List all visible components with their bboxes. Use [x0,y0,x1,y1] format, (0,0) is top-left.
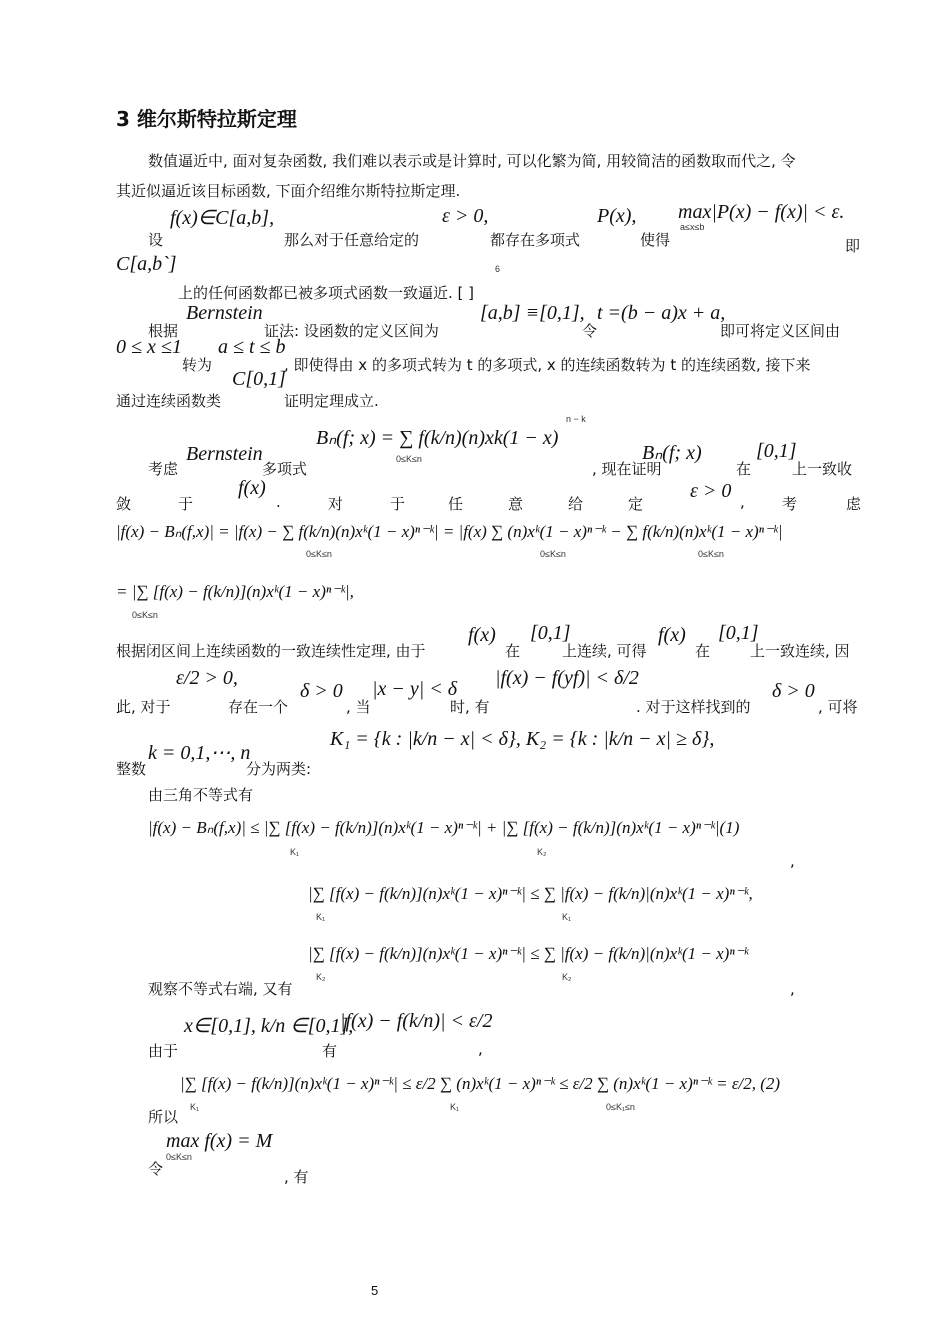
proof-genju: 根据 [148,322,179,340]
Bn-definition: Bₙ(f; x) = ∑ f(k/n)(n)xk(1 − x) [316,427,559,449]
max-fx-M: max f(x) = M [166,1130,273,1152]
spread-char: 定 [628,495,644,513]
so-sub-1: K₁ [190,1102,200,1112]
consider-poly: 多项式 [262,460,308,478]
tri-sub-k2b: K₂ [316,972,326,982]
uc-int-1: [0,1] [530,622,571,644]
K-sets: K₁ = {k : |k/n − x| < δ}, K₂ = {k : |k/n − x| ≥ δ}, [330,728,715,750]
k-range: k = 0,1,⋯, n [148,742,251,764]
uc-ci: 此, 对于 [116,698,171,716]
main-equation-row-2: = |∑ [f(x) − f(k/n)](n)xᵏ(1 − x)ⁿ⁻ᵏ|, [116,582,354,601]
consider-zai: 在 [736,460,752,478]
theorem-eps: ε > 0, [442,205,489,227]
uc-int-2: [0,1] [718,622,759,644]
C01-label: C[0,1] [232,368,286,390]
delta-gt0-2: δ > 0 [772,680,815,702]
triangle-comma-2: , [790,980,795,998]
theorem-max: max|P(x) − f(x)| < ε. [678,201,845,223]
triangle-comma-1: , [790,852,795,870]
since-youyu: 由于 [148,1042,179,1060]
uc-fx-1: f(x) [468,624,496,646]
bernstein-label-2: Bernstein [186,443,263,465]
intro-line-2: 其近似逼近该目标函数, 下面介绍维尔斯特拉斯定理. [116,182,461,200]
intro-line-1: 数值逼近中, 面对复杂函数, 我们难以表示或是计算时, 可以化繁为简, 用较简洁的函数取而代之, 令 [148,152,796,170]
uc-text-3: 上一致连续, 因 [750,642,850,660]
main-equation-row-1: |f(x) − Bₙ(f,x)| = |f(x) − ∑ f(k/n)(n)xᵏ(1 − x)ⁿ⁻ᵏ| = |f(x) ∑ (n)xᵏ(1 − x)ⁿ⁻ᵏ − ∑ f(k/n)(n)xᵏ(1 − x)ⁿ⁻ᵏ| [116,522,783,541]
so-sub-3: 0≤K₁≤n [606,1102,635,1112]
spread-char: 于 [390,495,406,513]
eps-label: ε > 0 [690,480,732,502]
proof-text: 证法: 设函数的定义区间为 [264,322,439,340]
split-zhengshu: 整数 [116,760,147,778]
proof-prove-holds: 证明定理成立. [284,392,379,410]
spread-char: 意 [508,495,524,513]
consider-now-prove: , 现在证明 [592,460,662,478]
so-sub-2: K₁ [450,1102,460,1112]
main-eq-sub-1: 0≤K≤n [306,549,332,559]
fx-label: f(x) [238,477,266,499]
tri-sub-k2: K₂ [537,847,547,857]
interval-01: [0,1] [756,440,797,462]
theorem-then-any: 那么对于任意给定的 [284,231,420,249]
theorem-f-in-C: f(x)∈C[a,b], [170,207,275,229]
max-sub: 0≤K≤n [166,1152,192,1162]
main-eq-sub-3: 0≤K≤n [698,549,724,559]
x-minus-y: |x − y| < δ [372,678,458,700]
proof-ling: 令 [582,322,598,340]
interval-def: [a,b] ≡[0,1], [480,302,585,324]
triangle-eq-1: |f(x) − Bₙ(f,x)| ≤ |∑ [f(x) − f(k/n)](n)xᵏ(1 − x)ⁿ⁻ᵏ| + |∑ [f(x) − f(k/n)](n)xᵏ(1 − x)ⁿ⁻ᵏ|(1) [148,818,740,837]
spread-char: 考 [782,495,798,513]
proof-rest: , 即使得由 x 的多项式转为 t 的多项式, x 的连续函数转为 t 的连续函数, 接下来 [284,356,811,374]
so-equation: |∑ [f(x) − f(k/n)](n)xᵏ(1 − x)ⁿ⁻ᵏ| ≤ ε/2 ∑ (n)xᵏ(1 − x)ⁿ⁻ᵏ ≤ ε/2 ∑ (n)xᵏ(1 − x)ⁿ⁻ᵏ = ε/2, (2) [180,1074,781,1093]
tri-sub-k1b: K₁ [316,912,326,922]
theorem-max-sub: a≤x≤b [680,222,705,232]
since-comma: , [478,1040,483,1058]
x-range: 0 ≤ x ≤1 [116,336,182,358]
theorem-she: 设 [148,231,164,249]
theorem-exists-poly: 都存在多项式 [490,231,581,249]
uc-text-2: 上连续, 可得 [562,642,647,660]
uc-kejiang: , 可将 [818,698,858,716]
uc-fx-2: f(x) [658,624,686,646]
split-fenwei: 分为两类: [246,760,312,778]
uc-shi: 时, 有 [450,698,490,716]
theorem-such-that: 使得 [640,231,671,249]
let-ling: 令 [148,1160,164,1178]
theorem-line-3: 上的任何函数都已被多项式函数一致逼近. [ ] [178,284,475,302]
triangle-eq-2: |∑ [f(x) − f(k/n)](n)xᵏ(1 − x)ⁿ⁻ᵏ| ≤ ∑ |f(x) − f(k/n)|(n)xᵏ(1 − x)ⁿ⁻ᵏ, [308,884,753,903]
let-you: , 有 [284,1168,309,1186]
uc-dang: , 当 [346,698,371,716]
consider-kaolv: 考虑 [148,460,179,478]
reference-number: 6 [495,264,501,274]
spread-char: 虑 [846,495,862,513]
spread-char: 敛 [116,495,132,513]
uc-zai-2: 在 [695,642,711,660]
tri-sub-k1: K₁ [290,847,300,857]
Bn-def-sub: 0≤K≤n [396,454,422,464]
since-ineq: |f(x) − f(k/n)| < ε/2 [340,1010,493,1032]
spread-char: , [740,493,745,511]
page-number: 5 [371,1283,379,1298]
theorem-Px: P(x), [597,205,637,227]
main-eq-sub-4: 0≤K≤n [132,610,158,620]
so-suoyi: 所以 [148,1108,179,1126]
spread-char: 给 [568,495,584,513]
triangle-label: 由三角不等式有 [148,786,254,804]
proof-zhuanwei: 转为 [182,356,213,374]
spread-char: . [276,493,281,511]
Bn-label: Bₙ(f; x) [642,442,702,464]
theorem-ji: 即 [845,237,861,255]
consider-uniform: 上一致收 [792,460,853,478]
fx-minus-fy: |f(x) − f(yf)| < δ/2 [495,667,639,689]
proof-via-class: 通过连续函数类 [116,392,222,410]
t-range: a ≤ t ≤ b [218,336,286,358]
section-heading: 3 维尔斯特拉斯定理 [116,107,297,131]
uc-text-1: 根据闭区间上连续函数的一致连续性定理, 由于 [116,642,426,660]
tri-sub-k2c: K₂ [562,972,572,982]
spread-char: 对 [328,495,344,513]
bernstein-label: Bernstein [186,302,263,324]
theorem-Cab: C[a,b`] [116,253,177,275]
triangle-observe: 观察不等式右端, 又有 [148,980,293,998]
spread-char: 于 [178,495,194,513]
Bn-def-sup: n − k [566,414,586,424]
triangle-eq-3: |∑ [f(x) − f(k/n)](n)xᵏ(1 − x)ⁿ⁻ᵏ| ≤ ∑ |f(x) − f(k/n)|(n)xᵏ(1 − x)ⁿ⁻ᵏ [308,944,749,963]
t-def: t =(b − a)x + a, [597,302,726,324]
spread-char: 任 [448,495,464,513]
tri-sub-k1c: K₁ [562,912,572,922]
eps-half: ε/2 > 0, [176,667,238,689]
x-in-01: x∈[0,1], k/n ∈[0,1], [184,1015,354,1037]
uc-found: . 对于这样找到的 [636,698,751,716]
delta-gt0: δ > 0 [300,680,343,702]
main-eq-sub-2: 0≤K≤n [540,549,566,559]
uc-exists: 存在一个 [228,698,289,716]
uc-zai-1: 在 [505,642,521,660]
since-you: 有 [322,1042,338,1060]
proof-can-map: 即可将定义区间由 [720,322,841,340]
